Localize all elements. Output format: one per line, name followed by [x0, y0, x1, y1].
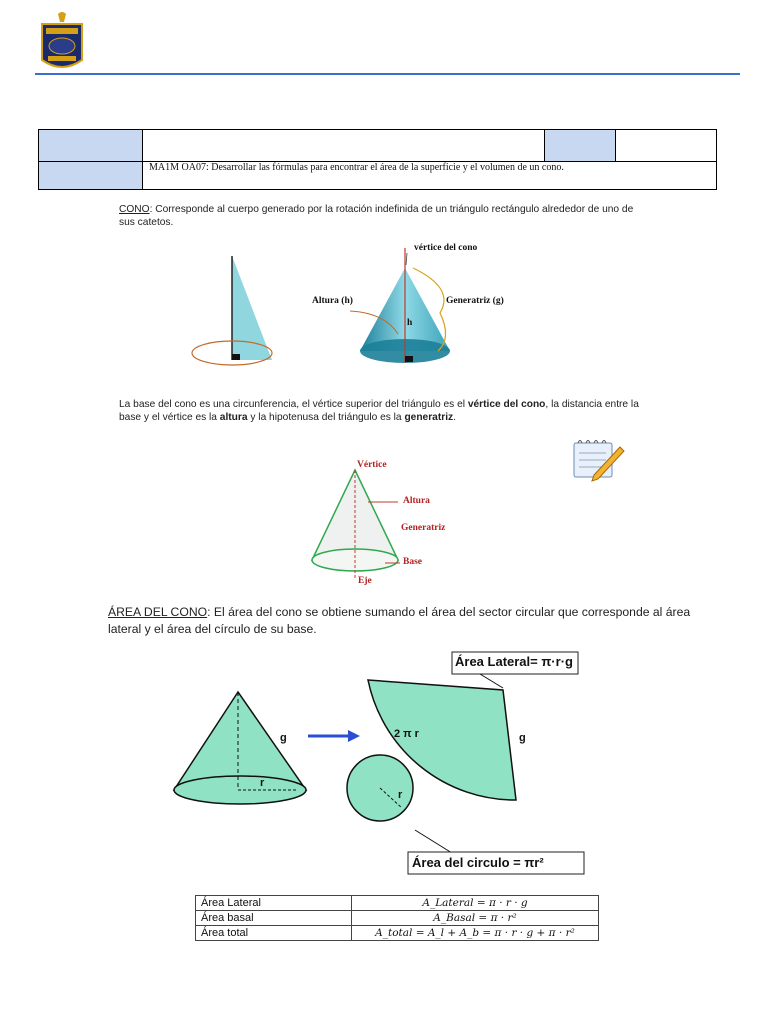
header-table: [38, 129, 717, 190]
label-base: Base: [403, 557, 422, 567]
triangle: [232, 256, 272, 360]
cono-elements-text: [119, 398, 649, 424]
table-row: [196, 926, 599, 941]
label-generatriz-2: Generatriz: [401, 523, 446, 533]
formula-name: Área basal: [196, 911, 352, 926]
formula-table: [195, 895, 599, 941]
header-rule: [35, 73, 740, 75]
header-cell: [143, 130, 545, 162]
cono-title: CONO: [119, 204, 150, 215]
label-g-sector: g: [519, 732, 526, 744]
label-vertice-2: Vértice: [357, 460, 387, 470]
objective-text: MA1M OA07: Desarrollar las fórmulas para encontrar el área de la superficie y el volumen de un cono.: [143, 162, 717, 190]
bold-altura: altura: [219, 412, 248, 423]
label-h: h: [407, 318, 413, 328]
cone-parts-figure: [300, 462, 410, 582]
table-row: [196, 911, 599, 926]
cono-definition: [119, 203, 649, 229]
text-part: .: [453, 412, 456, 423]
label-arc-length: 2 π r: [394, 728, 419, 740]
bold-generatriz: generatriz: [404, 412, 454, 423]
label-altura: Altura (h): [312, 296, 353, 306]
label-area-lateral: Área Lateral= π·r·g: [455, 654, 573, 669]
header-cell: [39, 162, 143, 190]
formula-value: A_total = A_l + A_b = π · r · g + π · r²: [352, 926, 599, 941]
notepad-pencil-icon: [570, 437, 626, 483]
text-part: La base del cono es una circunferencia, el vértice superior del triángulo es el: [119, 399, 468, 410]
header-cell: [545, 130, 616, 162]
header-cell: [39, 130, 143, 162]
label-g-cone: g: [280, 732, 287, 744]
formula-name: Área total: [196, 926, 352, 941]
area-cono-text: [108, 604, 723, 638]
label-generatriz: Generatriz (g): [446, 296, 504, 306]
label-area-circulo: Área del circulo = πr²: [412, 855, 544, 870]
area-cono-title: ÁREA DEL CONO: [108, 605, 208, 619]
label-vertice: vértice del cono: [414, 243, 478, 253]
formula-value: A_Lateral = π · r · g: [352, 896, 599, 911]
text-part: , la distancia entre la base y el vértice es la: [119, 399, 639, 423]
label-eje: Eje: [358, 576, 372, 586]
label-r-cone: r: [260, 777, 265, 789]
school-logo: [38, 12, 86, 74]
text-part: y la hipotenusa del triángulo es la: [247, 412, 405, 423]
bold-vertice: vértice del cono: [467, 399, 546, 410]
formula-value: A_Basal = π · r²: [352, 911, 599, 926]
cono-text: : Corresponde al cuerpo generado por la rotación indefinida de un triángulo rectángulo alrededor de uno de sus catetos.: [119, 204, 634, 228]
cone-net-figure: [170, 648, 590, 878]
formula-name: Área Lateral: [196, 896, 352, 911]
header-cell: [616, 130, 717, 162]
label-r-circle: r: [398, 789, 403, 801]
table-row: [196, 896, 599, 911]
area-cono-desc: : El área del cono se obtiene sumando el área del sector circular que corresponde al área lateral y el área del círculo de su base.: [108, 605, 691, 636]
label-altura-2: Altura: [403, 496, 430, 506]
